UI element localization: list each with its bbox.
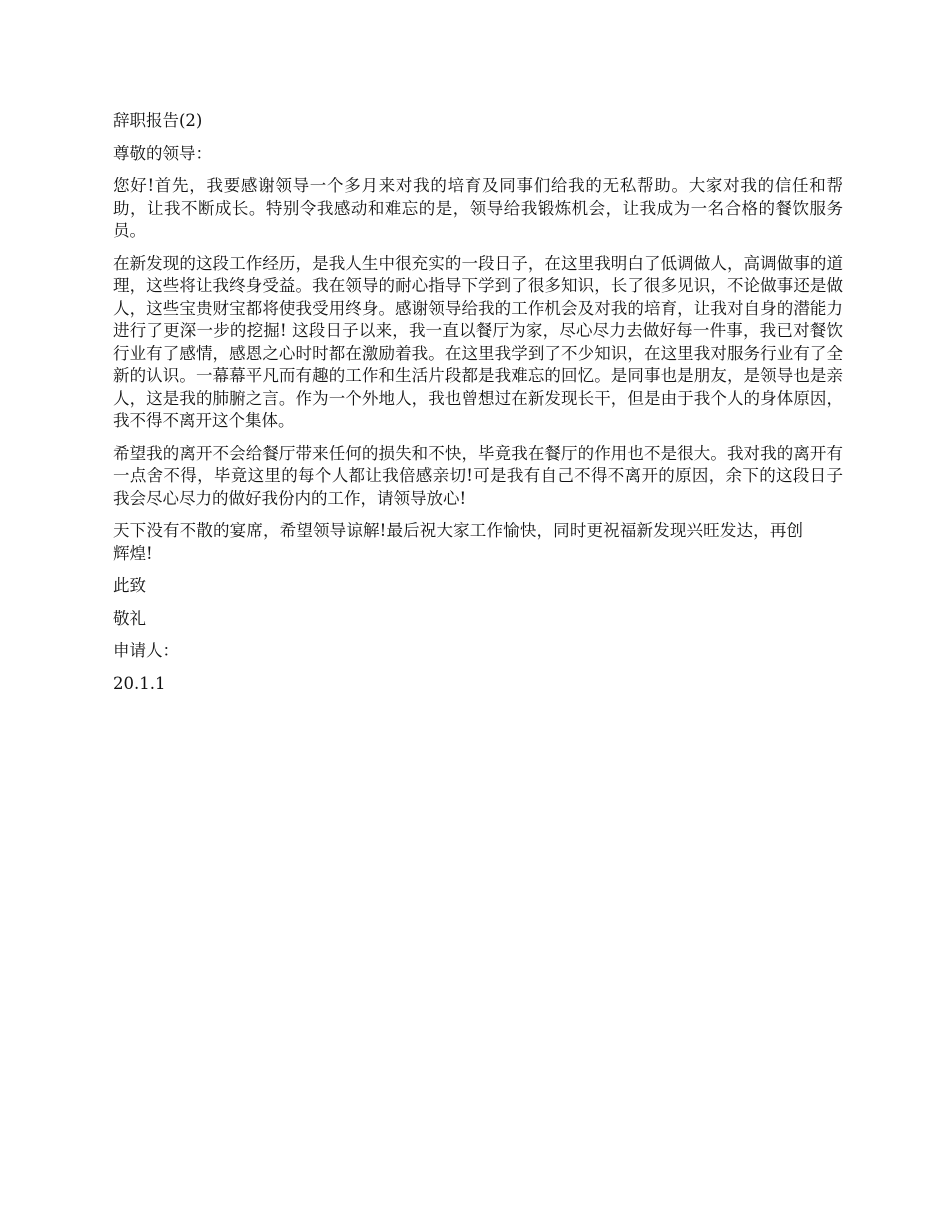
document-date: 20.1.1 [113,673,166,693]
body-paragraph-1: 您好!首先，我要感谢领导一个多月来对我的培育及同事们给我的无私帮助。大家对我的信任和帮助，让我不断成长。特别令我感动和难忘的是，领导给我锻炼机会，让我成为一名合格的餐饮服务员。 [113,176,843,240]
document-page [113,110,843,705]
document-title: 辞职报告(2) [113,111,203,130]
closing-line-1: 此致 [113,576,146,595]
body-paragraph-3: 希望我的离开不会给餐厅带来任何的损失和不快，毕竟我在餐厅的作用也不是很大。我对我的离开有一点舍不得，毕竟这里的每个人都让我倍感亲切!可是我有自己不得不离开的原因，余下的这段日子我会尽心尽力的做好我份内的工作，请领导放心! [113,443,843,508]
body-paragraph-2: 在新发现的这段工作经历，是我人生中很充实的一段日子，在这里我明白了低调做人，高调做事的道理，这些将让我终身受益。我在领导的耐心指导下学到了很多知识，长了很多见识，不论做事还是做人，这些宝贵财宝都将使我受用终身。感谢领导给我的工作机会及对我的培育，让我对自身的潜能力进行了更深一步的挖掘! 这段日子以来，我一直以餐厅为家，尽心尽力去做好每一件事，我已对餐饮行业有了感情，感恩之心时时都在激励着我。在这里我学到了不少知识，在这里我对服务行业有了全新的认识。一幕幕平凡而有趣的工作和生活片段都是我难忘的回忆。是同事也是朋友，是领导也是亲人，这是我的肺腑之言。作为一个外地人，我也曾想过在新发现长干，但是由于我个人的身体原因，我不得不离开这个集体。 [113,253,843,430]
salutation: 尊敬的领导： [113,143,212,163]
closing-line-2: 敬礼 [113,608,146,628]
applicant-label: 申请人： [113,641,179,660]
body-paragraph-4: 天下没有不散的宴席，希望领导谅解!最后祝大家工作愉快，同时更祝福新发现兴旺发达，再创辉煌! [113,521,803,563]
